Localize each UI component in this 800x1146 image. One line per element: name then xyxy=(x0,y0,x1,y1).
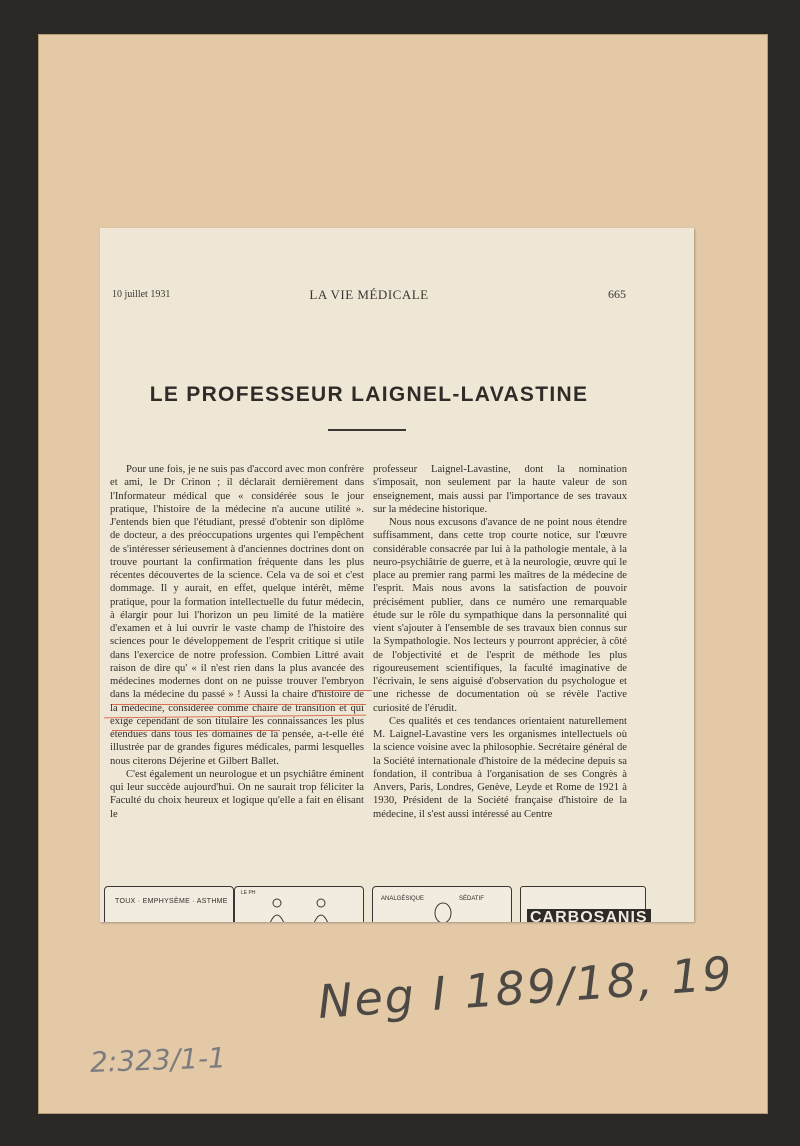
journal-name: LA VIE MÉDICALE xyxy=(309,287,429,302)
right-column xyxy=(373,463,627,821)
paragraph: C'est également un neurologue et un psychiâtre éminent qui leur succède aujourd'hui. On ne saurait trop féliciter la Faculté du choix heureux et logique qu'elle a fait en élisant le xyxy=(110,768,364,820)
ad-text: LE PH xyxy=(241,890,256,896)
ad-text: ANALGÉSIQUE xyxy=(381,896,425,902)
advertisement-strip xyxy=(100,882,694,922)
red-pencil-underline xyxy=(316,690,372,691)
advertisement xyxy=(104,886,234,922)
title-divider xyxy=(328,429,406,431)
paragraph: Pour une fois, je ne suis pas d'accord avec mon confrère et ami, le Dr Crinon ; il déclarait dernièrement dans l'Informateur médical que « considérée sous le jour pratique, l'histoire de la médecine n'a aucune utilité ». J'entends bien que l'étudiant, pressé d'obtenir son diplôme de docteur, a des préoccupations urgentes qui l'empêchent de s'intéresser sérieusement à d'anciennes doctrines dont on trouve pourtant la confirmation fréquente dans les plus récentes découvertes de la science. Cela va de soi et c'est dommage. Il y aurait, en effet, quelque intérêt, même pratique, pour la formation intellectuelle du futur médecin, à élargir pour lui l'horizon un peu limité de la matière d'examen et à lui ouvrir le vaste champ de l'histoire des sciences pour le développement de l'esprit critique si utile dans l'exercice de notre profession. Combien Littré avait raison de dire qu' « il n'est rien dans la plus avancée des médecines modernes dont on ne puisse trouver l'embryon dans la médecine du passé » ! Aussi la chaire d'histoire de la médecine, considérée comme chaire de transition et qui exige cependant de son titulaire les connaissances les plus étendues dans tous les domaines de la pensée, a-t-elle été illustrée par de grandes figures médicales, parmi lesquelles nous citerons Déjerine et Gilbert Ballet. xyxy=(110,464,364,767)
face-illustration-icon xyxy=(373,887,511,922)
handwritten-archive-reference: 2:323/1-1 xyxy=(89,1041,227,1079)
issue-date: 10 juillet 1931 xyxy=(112,289,171,300)
ad-text: SÉDATIF xyxy=(459,896,484,902)
ad-text: TOUX · EMPHYSÈME · ASTHME xyxy=(115,898,228,905)
paragraph: Ces qualités et ces tendances orientaient naturellement M. Laignel-Lavastine vers les organismes intellectuels où la science voisine avec la philosophie. Secrétaire général de la Société internationale d'histoire de la médecine depuis sa fondation, il contribua à l'organisation de ses Congrès à Anvers, Paris, Londres, Genève, Leyde et Rome de 1921 à 1930, Président de la Société française d'histoire de la médecine, il s'est aussi intéressé au Centre xyxy=(373,715,627,820)
figure-illustration-icon xyxy=(235,887,363,922)
advertisement xyxy=(234,886,364,922)
page-number: 665 xyxy=(608,287,626,301)
running-head xyxy=(112,287,626,303)
red-pencil-underline xyxy=(112,704,366,705)
paragraph: professeur Laignel-Lavastine, dont la nomination s'imposait, non seulement par la haute valeur de son enseignement, mais aussi par l'importance de ses travaux sur la médecine historique. xyxy=(373,464,627,515)
advertisement xyxy=(372,886,512,922)
advertisement xyxy=(520,886,646,922)
paragraph: Nous nous excusons d'avance de ne point nous étendre suffisamment, dans cette trop courte notice, sur l'œuvre considérable consacrée par lui à la pathologie mentale, à la neuro-psychiâtrie de guerre, et à la neurologie, œuvre qui le place au premier rang parmi les maîtres de la médecine de l'esprit. Mais nous avons la satisfaction de pouvoir précisément publier, dans ce numéro une remarquable étude sur le rôle du sympathique dans la personnalité qui vient s'ajouter à l'ensemble de ses travaux bien connus sur la Sympathologie. Nos lecteurs y pourront apprécier, à côté de l'objectivité et de l'esprit de méthode les plus rigoureusement scientifiques, la faculté imaginative de l'écrivain, le sens aiguisé d'observation du psychologue et une richesse de documentation où se révèle l'active curiosité de l'érudit. xyxy=(373,517,627,714)
article-title: LE PROFESSEUR LAIGNEL-LAVASTINE xyxy=(149,383,589,406)
left-column xyxy=(110,463,364,821)
red-pencil-underline xyxy=(112,730,280,731)
handwritten-negative-number: Neg I 189/18, 19 xyxy=(316,946,736,1029)
ad-brand: CARBOSANIS xyxy=(527,909,651,922)
